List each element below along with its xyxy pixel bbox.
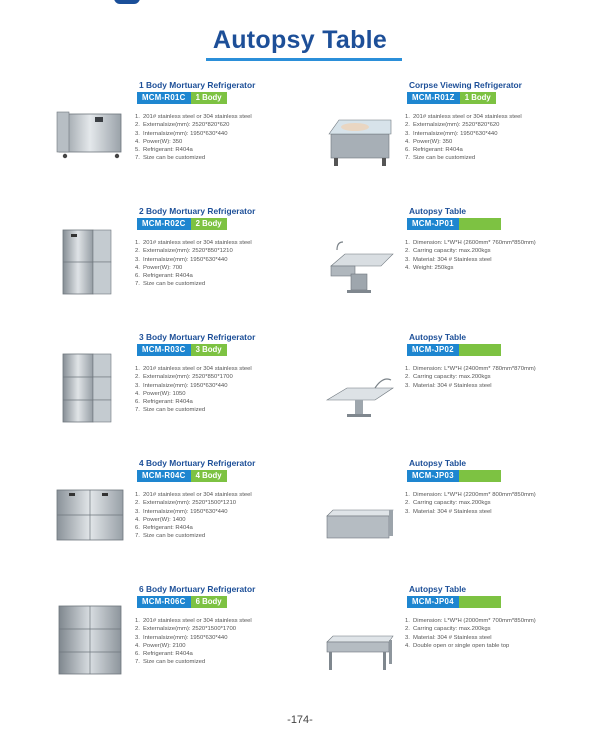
mortuary-fridge-3-icon — [55, 352, 125, 424]
spec-list — [135, 113, 345, 163]
title-underline — [206, 58, 402, 61]
spec-list — [405, 239, 600, 272]
spec-item: 6. Refrigerant: R404a — [135, 651, 193, 658]
spec-item: 6. Refrigerant: R404a — [135, 273, 193, 280]
spec-item: 2. Externalsize(mm): 2520*820*620 — [405, 122, 500, 129]
product-card — [325, 458, 600, 576]
capacity-label: 1 Body — [460, 92, 496, 104]
spec-item: 6. Refrigerant: R404a — [135, 399, 193, 406]
spec-item: 4. Weight: 250kgs — [405, 264, 454, 271]
tag-accent — [459, 218, 501, 230]
spec-item: 1. 201# stainless steel or 304 stainless steel — [135, 618, 252, 624]
model-tag — [407, 218, 600, 230]
autopsy-table-cabinet-icon — [325, 478, 395, 550]
model-code: MCM-R01Z — [407, 92, 460, 104]
spec-item: 2. Carring capacity: max.200kgs — [405, 500, 491, 507]
spec-item: 1. 201# stainless steel or 304 stainless steel — [135, 366, 252, 372]
product-name: Autopsy Table — [409, 332, 467, 342]
spec-item: 2. Carring capacity: max.200kgs — [405, 374, 491, 381]
product-name: 6 Body Mortuary Refrigerator — [139, 584, 256, 594]
spec-list — [135, 491, 345, 541]
model-tag — [407, 344, 600, 356]
model-code: MCM-R01C — [137, 92, 191, 104]
model-tag — [407, 596, 600, 608]
spec-item: 4. Power(W): 2100 — [135, 642, 186, 649]
spec-item: 3. Material: 304 # Stainless steel — [405, 256, 492, 263]
mortuary-fridge-6-icon — [55, 604, 125, 676]
model-tag — [137, 218, 345, 230]
spec-item: 1. Dimension: L*W*H (2200mm* 800mm*850mm) — [405, 492, 536, 498]
spec-item: 7. Size can be customized — [135, 281, 206, 288]
spec-item: 1. Dimension: L*W*H (2600mm* 760mm*850mm) — [405, 240, 536, 246]
mortuary-fridge-1-icon — [55, 100, 125, 172]
product-name: Corpse Viewing Refrigerator — [409, 80, 522, 90]
spec-item: 3. Material: 304 # Stainless steel — [405, 508, 492, 515]
model-code: MCM-JP01 — [407, 218, 459, 230]
spec-list — [135, 365, 345, 415]
product-card — [55, 206, 345, 324]
capacity-label: 1 Body — [191, 92, 227, 104]
spec-item: 5. Refrigerant: R404a — [135, 147, 193, 154]
spec-item: 2. Externalsize(mm): 2520*850*1700 — [135, 374, 233, 381]
spec-item: 7. Size can be customized — [135, 533, 206, 540]
product-name: Autopsy Table — [409, 206, 467, 216]
product-card — [325, 584, 600, 702]
spec-item: 4. Power(W): 1050 — [135, 390, 186, 397]
spec-item: 2. Externalsize(mm): 2520*850*1210 — [135, 248, 233, 255]
model-tag — [137, 92, 345, 104]
spec-item: 6. Refrigerant: R404a — [135, 525, 193, 532]
spec-item: 1. 201# stainless steel or 304 stainless steel — [135, 114, 252, 120]
spec-list — [405, 365, 600, 390]
model-code: MCM-JP03 — [407, 470, 459, 482]
capacity-label: 3 Body — [191, 344, 227, 356]
model-code: MCM-JP02 — [407, 344, 459, 356]
product-name: Autopsy Table — [409, 458, 467, 468]
product-card — [55, 332, 345, 450]
spec-item: 3. Internalsize(mm): 1950*630*440 — [405, 130, 498, 137]
spec-item: 2. Carring capacity: max.200kgs — [405, 626, 491, 633]
model-code: MCM-R03C — [137, 344, 191, 356]
product-card — [55, 458, 345, 576]
autopsy-table-pedestal-icon — [325, 352, 395, 424]
product-name: 2 Body Mortuary Refrigerator — [139, 206, 256, 216]
tag-accent — [459, 596, 501, 608]
model-code: MCM-JP04 — [407, 596, 459, 608]
product-card — [325, 80, 600, 198]
viewing-refrigerator-icon — [325, 100, 395, 172]
capacity-label: 2 Body — [191, 218, 227, 230]
model-tag — [137, 344, 345, 356]
spec-item: 4. Double open or single open table top — [405, 642, 510, 649]
spec-item: 1. Dimension: L*W*H (2400mm* 780mm*870mm) — [405, 366, 536, 372]
spec-item: 1. 201# stainless steel or 304 stainless steel — [405, 114, 522, 120]
model-tag — [137, 470, 345, 482]
spec-item: 3. Internalsize(mm): 1950*630*440 — [135, 508, 228, 515]
spec-item: 3. Internalsize(mm): 1950*630*440 — [135, 634, 228, 641]
model-code: MCM-R04C — [137, 470, 191, 482]
spec-item: 4. Power(W): 1400 — [135, 516, 186, 523]
product-card — [325, 206, 600, 324]
spec-item: 2. Carring capacity: max.200kgs — [405, 248, 491, 255]
spec-list — [405, 491, 600, 516]
spec-item: 7. Size can be customized — [405, 155, 476, 162]
spec-item: 3. Internalsize(mm): 1950*630*440 — [135, 130, 228, 137]
spec-item: 6. Refrigerant: R404a — [405, 147, 463, 154]
model-code: MCM-R02C — [137, 218, 191, 230]
spec-item: 3. Internalsize(mm): 1950*630*440 — [135, 382, 228, 389]
tag-accent — [459, 344, 501, 356]
page-title: Autopsy Table — [212, 26, 388, 54]
tag-accent — [459, 470, 501, 482]
product-card — [55, 584, 345, 702]
spec-item: 7. Size can be customized — [135, 155, 206, 162]
mortuary-fridge-4-icon — [55, 478, 125, 550]
product-name: 3 Body Mortuary Refrigerator — [139, 332, 256, 342]
product-name: Autopsy Table — [409, 584, 467, 594]
model-tag — [407, 470, 600, 482]
spec-item: 4. Power(W): 350 — [135, 138, 183, 145]
spec-item: 1. Dimension: L*W*H (2000mm* 700mm*850mm) — [405, 618, 536, 624]
spec-item: 7. Size can be customized — [135, 659, 206, 666]
spec-item: 3. Internalsize(mm): 1950*630*440 — [135, 256, 228, 263]
spec-list — [405, 113, 600, 163]
model-code: MCM-R06C — [137, 596, 191, 608]
spec-list — [135, 239, 345, 289]
spec-item: 2. Externalsize(mm): 2520*820*620 — [135, 122, 230, 129]
capacity-label: 6 Body — [191, 596, 227, 608]
mortuary-fridge-2-icon — [55, 226, 125, 298]
model-tag — [407, 92, 600, 104]
autopsy-table-legs-icon — [325, 604, 395, 676]
spec-list — [405, 617, 600, 650]
product-name: 4 Body Mortuary Refrigerator — [139, 458, 256, 468]
model-tag — [137, 596, 345, 608]
spec-item: 4. Power(W): 350 — [405, 138, 453, 145]
autopsy-table-sink-icon — [325, 226, 395, 298]
spec-item: 3. Material: 304 # Stainless steel — [405, 634, 492, 641]
product-card — [55, 80, 345, 198]
spec-item: 1. 201# stainless steel or 304 stainless steel — [135, 240, 252, 246]
spec-item: 1. 201# stainless steel or 304 stainless steel — [135, 492, 252, 498]
spec-list — [135, 617, 345, 667]
page-number: -174- — [287, 714, 313, 726]
spec-item: 4. Power(W): 700 — [135, 264, 183, 271]
spec-item: 2. Externalsize(mm): 2520*1500*1210 — [135, 500, 236, 507]
product-name: 1 Body Mortuary Refrigerator — [139, 80, 256, 90]
capacity-label: 4 Body — [191, 470, 227, 482]
spec-item: 2. Externalsize(mm): 2520*1500*1700 — [135, 626, 236, 633]
product-card — [325, 332, 600, 450]
header-fragment — [114, 0, 140, 4]
spec-item: 7. Size can be customized — [135, 407, 206, 414]
spec-item: 3. Material: 304 # Stainless steel — [405, 382, 492, 389]
